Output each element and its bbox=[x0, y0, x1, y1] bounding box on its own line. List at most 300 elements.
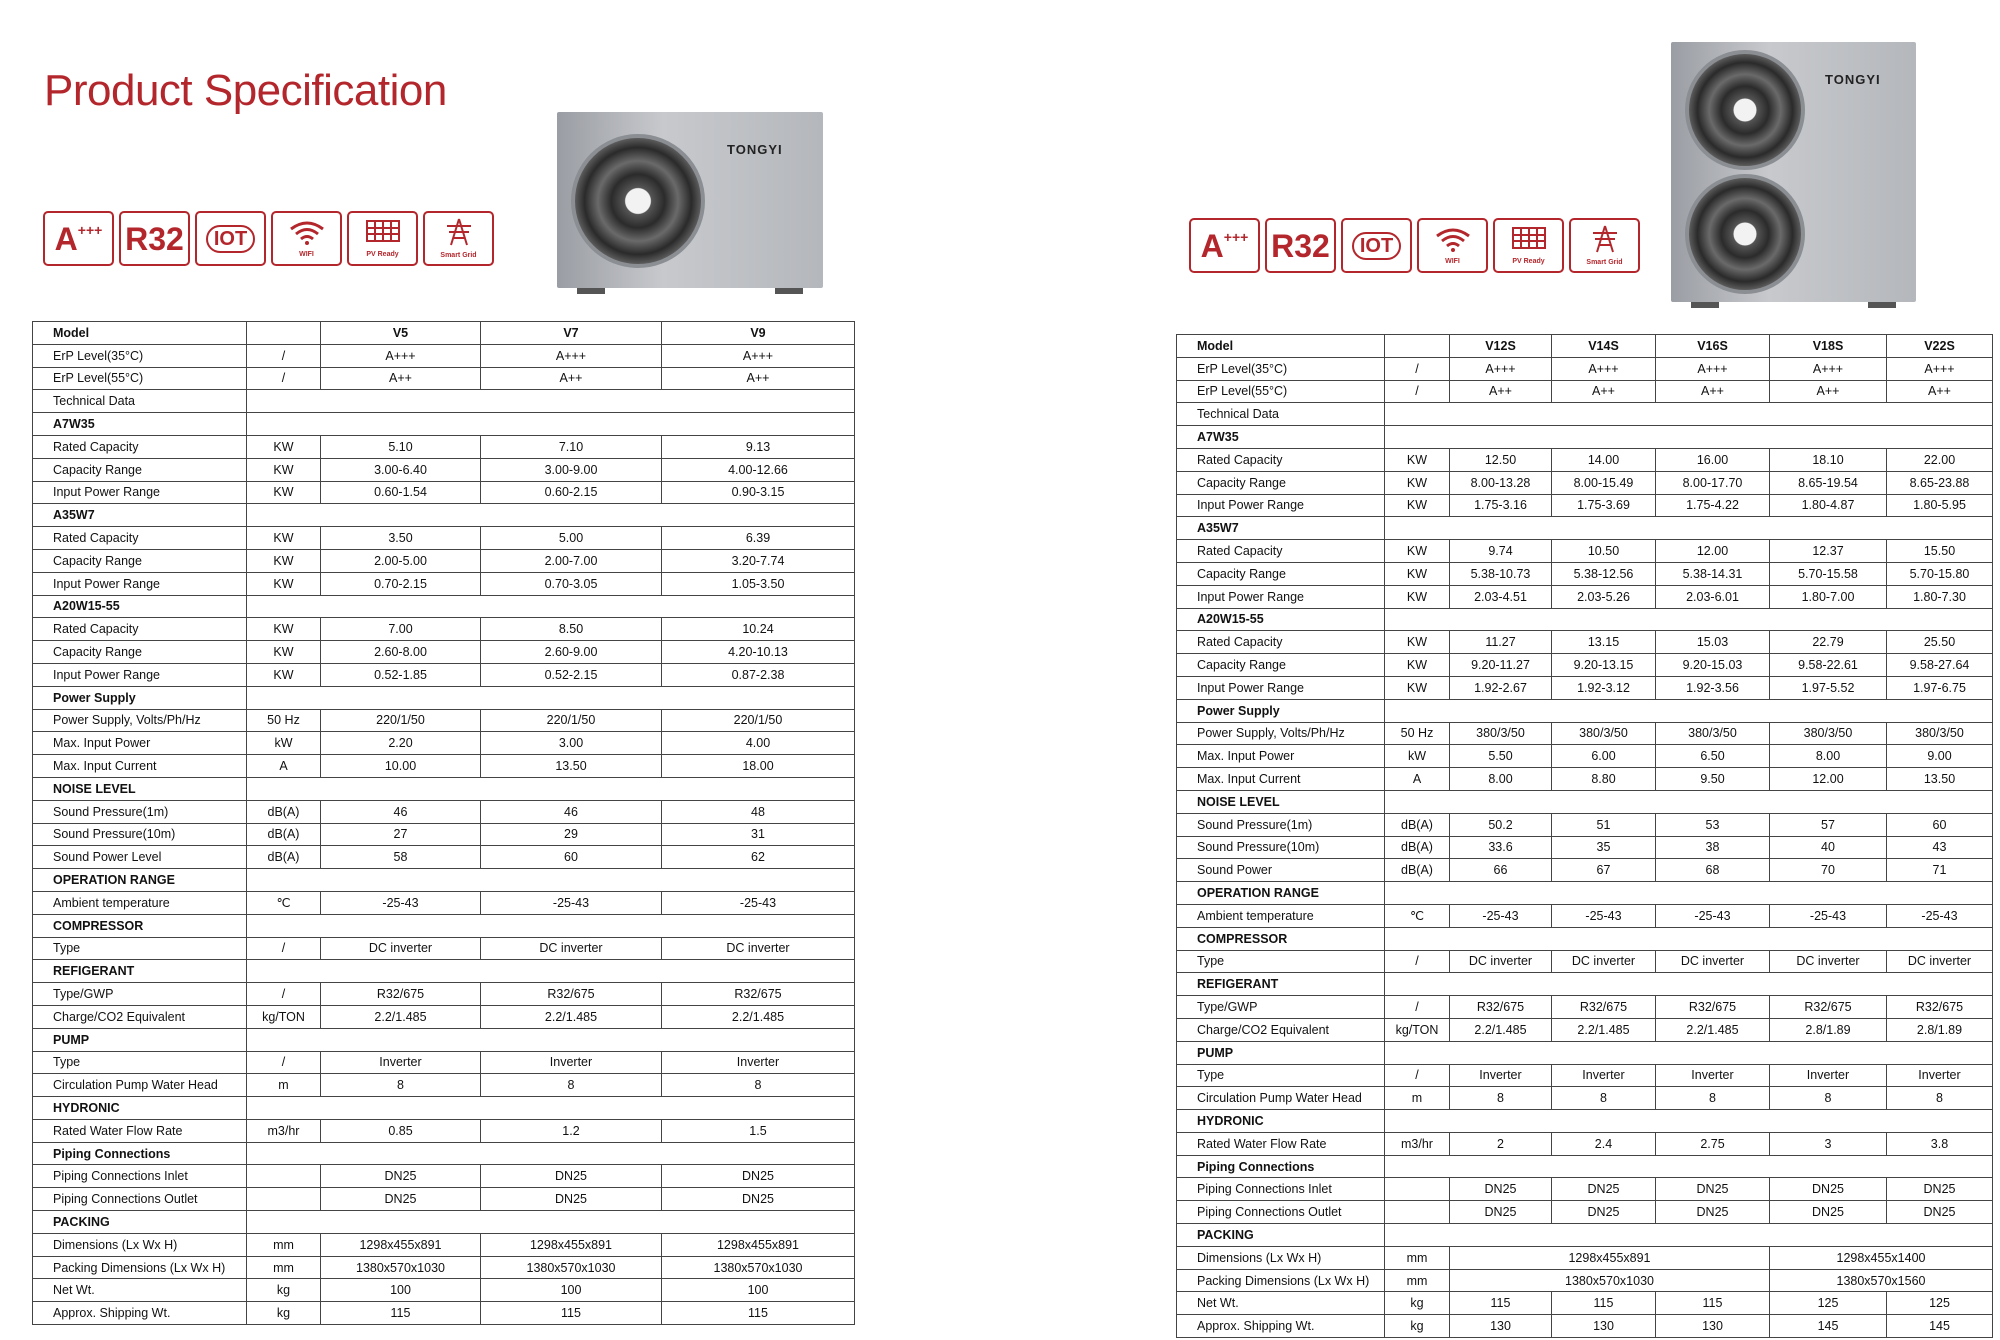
value-cell: 43 bbox=[1887, 836, 1993, 859]
value-cell: 13.50 bbox=[481, 755, 662, 778]
table-cell bbox=[247, 686, 855, 709]
unit-cell: dB(A) bbox=[1385, 859, 1450, 882]
value-cell: 12.37 bbox=[1770, 540, 1887, 563]
table-row bbox=[33, 1188, 855, 1211]
row-label: Ambient temperature bbox=[1177, 904, 1385, 927]
value-cell: 70 bbox=[1770, 859, 1887, 882]
table-cell bbox=[247, 869, 855, 892]
section-label: A35W7 bbox=[1177, 517, 1385, 540]
row-label: Dimensions (Lx Wx H) bbox=[1177, 1246, 1385, 1269]
row-label: Piping Connections Inlet bbox=[33, 1165, 247, 1188]
table-row bbox=[33, 1256, 855, 1279]
row-label: Capacity Range bbox=[33, 458, 247, 481]
unit-cell: / bbox=[1385, 380, 1450, 403]
table-row bbox=[1177, 631, 1993, 654]
row-label: Charge/CO2 Equivalent bbox=[1177, 1018, 1385, 1041]
section-label: PACKING bbox=[1177, 1224, 1385, 1247]
table-cell bbox=[1385, 1110, 1993, 1133]
badge-caption: PV Ready bbox=[1512, 258, 1545, 265]
value-cell: DC inverter bbox=[1552, 950, 1656, 973]
value-cell: A+++ bbox=[321, 344, 481, 367]
row-label: Capacity Range bbox=[1177, 471, 1385, 494]
value-cell: 10.00 bbox=[321, 755, 481, 778]
value-cell: 100 bbox=[481, 1279, 662, 1302]
value-cell: Inverter bbox=[1887, 1064, 1993, 1087]
value-cell: 3 bbox=[1770, 1132, 1887, 1155]
table-row bbox=[33, 663, 855, 686]
value-cell: 380/3/50 bbox=[1887, 722, 1993, 745]
value-cell: 1.80-5.95 bbox=[1887, 494, 1993, 517]
table-cell bbox=[1385, 699, 1993, 722]
value-cell: DN25 bbox=[321, 1165, 481, 1188]
value-cell: 1298x455x1400 bbox=[1770, 1246, 1993, 1269]
table-row bbox=[1177, 859, 1993, 882]
unit-cell: kg bbox=[247, 1302, 321, 1325]
value-cell: A+++ bbox=[1656, 357, 1770, 380]
value-cell: DN25 bbox=[1770, 1201, 1887, 1224]
table-cell bbox=[247, 914, 855, 937]
value-cell: 2.20 bbox=[321, 732, 481, 755]
row-label: Capacity Range bbox=[33, 549, 247, 572]
table-row bbox=[33, 458, 855, 481]
section-label: Technical Data bbox=[33, 390, 247, 413]
section-label: HYDRONIC bbox=[33, 1097, 247, 1120]
value-cell: 3.8 bbox=[1887, 1132, 1993, 1155]
row-label: Sound Power bbox=[1177, 859, 1385, 882]
value-cell: DC inverter bbox=[481, 937, 662, 960]
unit-cell: mm bbox=[1385, 1246, 1450, 1269]
wifi-icon bbox=[287, 219, 327, 250]
value-cell: 3.50 bbox=[321, 527, 481, 550]
value-cell: 11.27 bbox=[1450, 631, 1552, 654]
value-cell: 5.38-10.73 bbox=[1450, 562, 1552, 585]
value-cell: DN25 bbox=[1552, 1178, 1656, 1201]
table-row bbox=[33, 618, 855, 641]
table-row bbox=[33, 481, 855, 504]
row-label: Input Power Range bbox=[33, 663, 247, 686]
row-label: Input Power Range bbox=[1177, 494, 1385, 517]
unit-cell bbox=[247, 1165, 321, 1188]
unit-cell: dB(A) bbox=[247, 846, 321, 869]
table-row bbox=[33, 435, 855, 458]
value-cell: R32/675 bbox=[481, 983, 662, 1006]
row-label: Type/GWP bbox=[1177, 996, 1385, 1019]
table-cell bbox=[1385, 927, 1993, 950]
value-cell: A+++ bbox=[1552, 357, 1656, 380]
value-cell: -25-43 bbox=[1887, 904, 1993, 927]
value-cell: 1298x455x891 bbox=[662, 1233, 855, 1256]
value-cell: A++ bbox=[1887, 380, 1993, 403]
value-cell: 3.00-9.00 bbox=[481, 458, 662, 481]
section-label: NOISE LEVEL bbox=[1177, 790, 1385, 813]
table-row bbox=[33, 641, 855, 664]
value-cell: 10.24 bbox=[662, 618, 855, 641]
brand-logo: TONGYI bbox=[1825, 72, 1881, 87]
table-row bbox=[1177, 745, 1993, 768]
row-label: ErP Level(35°C) bbox=[33, 344, 247, 367]
unit-cell: KW bbox=[1385, 585, 1450, 608]
value-cell: 5.50 bbox=[1450, 745, 1552, 768]
table-section-row bbox=[33, 914, 855, 937]
unit-cell: KW bbox=[1385, 494, 1450, 517]
badge-caption: PV Ready bbox=[366, 251, 399, 258]
unit-cell: KW bbox=[1385, 448, 1450, 471]
energy-rating-icon: A+++ bbox=[54, 220, 103, 257]
unit-cell bbox=[247, 1188, 321, 1211]
table-row bbox=[1177, 768, 1993, 791]
table-row bbox=[33, 1279, 855, 1302]
value-cell: -25-43 bbox=[1770, 904, 1887, 927]
value-cell: 18.00 bbox=[662, 755, 855, 778]
value-cell: 60 bbox=[481, 846, 662, 869]
row-label: Sound Power Level bbox=[33, 846, 247, 869]
table-cell bbox=[1385, 882, 1993, 905]
value-cell: 13.15 bbox=[1552, 631, 1656, 654]
value-cell: 15.03 bbox=[1656, 631, 1770, 654]
unit-cell: / bbox=[247, 344, 321, 367]
value-cell: 1.92-2.67 bbox=[1450, 676, 1552, 699]
unit-cell bbox=[1385, 1201, 1450, 1224]
value-cell: 2.00-7.00 bbox=[481, 549, 662, 572]
value-cell: 7.00 bbox=[321, 618, 481, 641]
unit-cell: / bbox=[1385, 357, 1450, 380]
row-label: Circulation Pump Water Head bbox=[1177, 1087, 1385, 1110]
table-row bbox=[1177, 1246, 1993, 1269]
row-label: Capacity Range bbox=[1177, 562, 1385, 585]
value-cell: 2.2/1.485 bbox=[1656, 1018, 1770, 1041]
value-cell: 0.90-3.15 bbox=[662, 481, 855, 504]
column-header: Model bbox=[33, 322, 247, 345]
row-label: Piping Connections Inlet bbox=[1177, 1178, 1385, 1201]
spec-table-right bbox=[1176, 334, 1993, 1338]
table-row bbox=[1177, 996, 1993, 1019]
value-cell: -25-43 bbox=[1656, 904, 1770, 927]
value-cell: 8.00-15.49 bbox=[1552, 471, 1656, 494]
value-cell: 5.70-15.80 bbox=[1887, 562, 1993, 585]
unit-cell: / bbox=[247, 367, 321, 390]
solar-panel-icon bbox=[363, 219, 403, 250]
value-cell: 1380x570x1030 bbox=[321, 1256, 481, 1279]
value-cell: 1.80-7.00 bbox=[1770, 585, 1887, 608]
value-cell: 50.2 bbox=[1450, 813, 1552, 836]
unit-cell: dB(A) bbox=[1385, 813, 1450, 836]
value-cell: 0.60-2.15 bbox=[481, 481, 662, 504]
row-label: Piping Connections Outlet bbox=[33, 1188, 247, 1211]
value-cell: 9.58-22.61 bbox=[1770, 654, 1887, 677]
unit-cell: 50 Hz bbox=[247, 709, 321, 732]
row-label: Approx. Shipping Wt. bbox=[33, 1302, 247, 1325]
unit-cell: KW bbox=[247, 572, 321, 595]
value-cell: 14.00 bbox=[1552, 448, 1656, 471]
iot-cloud-icon: IOT bbox=[1352, 232, 1401, 260]
section-label: A35W7 bbox=[33, 504, 247, 527]
value-cell: A++ bbox=[1656, 380, 1770, 403]
value-cell: Inverter bbox=[1552, 1064, 1656, 1087]
table-row bbox=[1177, 1018, 1993, 1041]
value-cell: 5.10 bbox=[321, 435, 481, 458]
value-cell: 130 bbox=[1552, 1315, 1656, 1338]
table-row bbox=[33, 549, 855, 572]
badge-refrigerant-icon bbox=[119, 211, 190, 266]
table-section-row bbox=[1177, 403, 1993, 426]
table-section-row bbox=[1177, 1110, 1993, 1133]
table-row bbox=[1177, 950, 1993, 973]
value-cell: Inverter bbox=[1770, 1064, 1887, 1087]
table-cell bbox=[247, 390, 855, 413]
value-cell: A+++ bbox=[662, 344, 855, 367]
column-header: V12S bbox=[1450, 335, 1552, 358]
row-label: Power Supply, Volts/Ph/Hz bbox=[1177, 722, 1385, 745]
row-label: Max. Input Current bbox=[33, 755, 247, 778]
column-header bbox=[247, 322, 321, 345]
table-row bbox=[33, 1302, 855, 1325]
value-cell: 3.20-7.74 bbox=[662, 549, 855, 572]
row-label: Net Wt. bbox=[1177, 1292, 1385, 1315]
row-label: ErP Level(55°C) bbox=[1177, 380, 1385, 403]
value-cell: 8 bbox=[1887, 1087, 1993, 1110]
row-label: Sound Pressure(1m) bbox=[33, 800, 247, 823]
table-cell bbox=[247, 777, 855, 800]
value-cell: 8.00 bbox=[1770, 745, 1887, 768]
row-label: Input Power Range bbox=[1177, 676, 1385, 699]
value-cell: 13.50 bbox=[1887, 768, 1993, 791]
unit-cell: KW bbox=[1385, 676, 1450, 699]
value-cell: 8.65-23.88 bbox=[1887, 471, 1993, 494]
value-cell: 53 bbox=[1656, 813, 1770, 836]
section-label: A7W35 bbox=[33, 413, 247, 436]
table-cell bbox=[247, 1211, 855, 1234]
table-row bbox=[33, 367, 855, 390]
value-cell: 115 bbox=[1450, 1292, 1552, 1315]
row-label: ErP Level(55°C) bbox=[33, 367, 247, 390]
value-cell: A+++ bbox=[1770, 357, 1887, 380]
power-tower-icon bbox=[439, 218, 479, 251]
value-cell: DC inverter bbox=[1656, 950, 1770, 973]
table-row bbox=[33, 755, 855, 778]
value-cell: DC inverter bbox=[662, 937, 855, 960]
table-cell bbox=[1385, 1224, 1993, 1247]
table-row bbox=[1177, 494, 1993, 517]
table-section-row bbox=[1177, 973, 1993, 996]
row-label: Sound Pressure(10m) bbox=[1177, 836, 1385, 859]
badge-iot-cloud-icon bbox=[1341, 218, 1412, 273]
value-cell: R32/675 bbox=[1770, 996, 1887, 1019]
value-cell: 115 bbox=[321, 1302, 481, 1325]
table-section-row bbox=[1177, 1041, 1993, 1064]
value-cell: A+++ bbox=[1450, 357, 1552, 380]
row-label: Rated Capacity bbox=[33, 527, 247, 550]
table-row bbox=[1177, 380, 1993, 403]
value-cell: R32/675 bbox=[662, 983, 855, 1006]
value-cell: 380/3/50 bbox=[1770, 722, 1887, 745]
value-cell: 6.00 bbox=[1552, 745, 1656, 768]
value-cell: 115 bbox=[1656, 1292, 1770, 1315]
value-cell: DN25 bbox=[1887, 1178, 1993, 1201]
table-cell bbox=[247, 1028, 855, 1051]
section-label: COMPRESSOR bbox=[1177, 927, 1385, 950]
value-cell: 8.00-17.70 bbox=[1656, 471, 1770, 494]
value-cell: 2.2/1.485 bbox=[321, 1005, 481, 1028]
section-label: Power Supply bbox=[33, 686, 247, 709]
unit-cell: / bbox=[1385, 996, 1450, 1019]
value-cell: -25-43 bbox=[662, 891, 855, 914]
unit-cell: KW bbox=[247, 549, 321, 572]
row-label: Type bbox=[1177, 1064, 1385, 1087]
table-row bbox=[33, 823, 855, 846]
row-label: Sound Pressure(10m) bbox=[33, 823, 247, 846]
row-label: Rated Capacity bbox=[33, 618, 247, 641]
unit-cell: ℃ bbox=[247, 891, 321, 914]
unit-cell: mm bbox=[247, 1256, 321, 1279]
table-section-row bbox=[1177, 790, 1993, 813]
value-cell: 115 bbox=[1552, 1292, 1656, 1315]
energy-rating-icon: A+++ bbox=[1200, 227, 1249, 264]
table-cell bbox=[1385, 403, 1993, 426]
unit-cell: KW bbox=[247, 435, 321, 458]
value-cell: 100 bbox=[662, 1279, 855, 1302]
table-section-row bbox=[33, 413, 855, 436]
table-section-row bbox=[1177, 927, 1993, 950]
value-cell: A++ bbox=[481, 367, 662, 390]
unit-cell: KW bbox=[247, 663, 321, 686]
table-row bbox=[33, 983, 855, 1006]
section-label: PUMP bbox=[33, 1028, 247, 1051]
table-section-row bbox=[1177, 426, 1993, 449]
fan-icon bbox=[571, 134, 705, 268]
value-cell: 60 bbox=[1887, 813, 1993, 836]
value-cell: 115 bbox=[662, 1302, 855, 1325]
value-cell: Inverter bbox=[662, 1051, 855, 1074]
value-cell: A++ bbox=[1552, 380, 1656, 403]
value-cell: 12.00 bbox=[1770, 768, 1887, 791]
table-row bbox=[1177, 585, 1993, 608]
value-cell: 125 bbox=[1887, 1292, 1993, 1315]
column-header: V7 bbox=[481, 322, 662, 345]
value-cell: 8.00 bbox=[1450, 768, 1552, 791]
value-cell: A+++ bbox=[481, 344, 662, 367]
table-section-row bbox=[33, 777, 855, 800]
table-cell bbox=[1385, 426, 1993, 449]
table-section-row bbox=[33, 686, 855, 709]
value-cell: 22.00 bbox=[1887, 448, 1993, 471]
value-cell: 40 bbox=[1770, 836, 1887, 859]
feature-badges-right bbox=[1189, 218, 1640, 273]
value-cell: 2.8/1.89 bbox=[1887, 1018, 1993, 1041]
table-section-row bbox=[33, 960, 855, 983]
heat-pump-unit-single-fan bbox=[557, 112, 823, 288]
unit-cell: KW bbox=[1385, 654, 1450, 677]
value-cell: 0.87-2.38 bbox=[662, 663, 855, 686]
value-cell: 9.20-13.15 bbox=[1552, 654, 1656, 677]
value-cell: 1380x570x1560 bbox=[1770, 1269, 1993, 1292]
value-cell: 1.92-3.56 bbox=[1656, 676, 1770, 699]
unit-cell: mm bbox=[247, 1233, 321, 1256]
table-row bbox=[33, 709, 855, 732]
table-row bbox=[33, 1119, 855, 1142]
table-row bbox=[33, 732, 855, 755]
table-row bbox=[33, 527, 855, 550]
unit-cell: kW bbox=[247, 732, 321, 755]
table-section-row bbox=[33, 504, 855, 527]
table-section-row bbox=[1177, 882, 1993, 905]
unit-cell: / bbox=[1385, 950, 1450, 973]
unit-cell: KW bbox=[247, 618, 321, 641]
value-cell: 0.70-3.05 bbox=[481, 572, 662, 595]
value-cell: 27 bbox=[321, 823, 481, 846]
row-label: Max. Input Current bbox=[1177, 768, 1385, 791]
table-row bbox=[1177, 471, 1993, 494]
value-cell: Inverter bbox=[481, 1051, 662, 1074]
row-label: Dimensions (Lx Wx H) bbox=[33, 1233, 247, 1256]
table-cell bbox=[247, 1097, 855, 1120]
table-row bbox=[1177, 722, 1993, 745]
row-label: Rated Capacity bbox=[1177, 631, 1385, 654]
section-label: Piping Connections bbox=[33, 1142, 247, 1165]
value-cell: 8 bbox=[321, 1074, 481, 1097]
table-row bbox=[33, 1233, 855, 1256]
value-cell: 29 bbox=[481, 823, 662, 846]
value-cell: 2.60-8.00 bbox=[321, 641, 481, 664]
fan-icon bbox=[1685, 174, 1805, 294]
row-label: Type/GWP bbox=[33, 983, 247, 1006]
table-row bbox=[33, 1074, 855, 1097]
value-cell: 9.20-15.03 bbox=[1656, 654, 1770, 677]
value-cell: A++ bbox=[662, 367, 855, 390]
value-cell: 2.00-5.00 bbox=[321, 549, 481, 572]
row-label: Rated Water Flow Rate bbox=[33, 1119, 247, 1142]
badge-caption: WIFI bbox=[1445, 258, 1460, 265]
value-cell: Inverter bbox=[1450, 1064, 1552, 1087]
unit-cell: mm bbox=[1385, 1269, 1450, 1292]
column-header: V16S bbox=[1656, 335, 1770, 358]
unit-cell: A bbox=[1385, 768, 1450, 791]
value-cell: 9.74 bbox=[1450, 540, 1552, 563]
unit-cell: ℃ bbox=[1385, 904, 1450, 927]
value-cell: -25-43 bbox=[1450, 904, 1552, 927]
value-cell: DN25 bbox=[1450, 1201, 1552, 1224]
column-header: V9 bbox=[662, 322, 855, 345]
value-cell: 2.4 bbox=[1552, 1132, 1656, 1155]
row-label: Rated Capacity bbox=[1177, 448, 1385, 471]
unit-cell: dB(A) bbox=[247, 800, 321, 823]
value-cell: 4.00-12.66 bbox=[662, 458, 855, 481]
solar-panel-icon bbox=[1509, 226, 1549, 257]
value-cell: 2.2/1.485 bbox=[662, 1005, 855, 1028]
value-cell: DC inverter bbox=[1887, 950, 1993, 973]
fan-icon bbox=[1685, 50, 1805, 170]
value-cell: 115 bbox=[481, 1302, 662, 1325]
value-cell: 2.2/1.485 bbox=[481, 1005, 662, 1028]
badge-iot-cloud-icon bbox=[195, 211, 266, 266]
value-cell: 1.80-4.87 bbox=[1770, 494, 1887, 517]
value-cell: 1.05-3.50 bbox=[662, 572, 855, 595]
table-cell bbox=[1385, 517, 1993, 540]
table-row bbox=[1177, 1292, 1993, 1315]
column-header: V14S bbox=[1552, 335, 1656, 358]
table-section-row bbox=[1177, 699, 1993, 722]
value-cell: 1.2 bbox=[481, 1119, 662, 1142]
value-cell: DN25 bbox=[1450, 1178, 1552, 1201]
table-row bbox=[1177, 1201, 1993, 1224]
value-cell: 8.50 bbox=[481, 618, 662, 641]
value-cell: 3.00-6.40 bbox=[321, 458, 481, 481]
table-cell bbox=[1385, 1041, 1993, 1064]
table-row bbox=[1177, 1269, 1993, 1292]
table-row bbox=[1177, 904, 1993, 927]
table-row bbox=[33, 1005, 855, 1028]
value-cell: 1.75-3.16 bbox=[1450, 494, 1552, 517]
table-section-row bbox=[33, 1097, 855, 1120]
